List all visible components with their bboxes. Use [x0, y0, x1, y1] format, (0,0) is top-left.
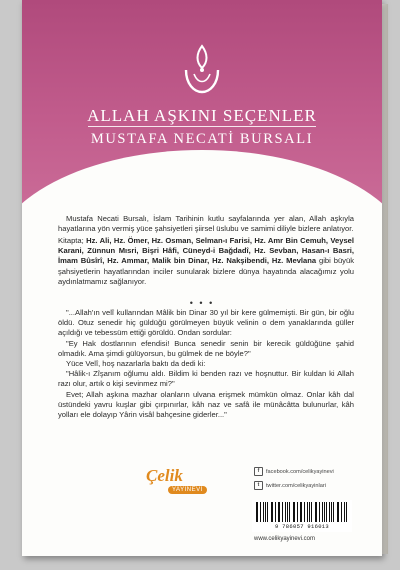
twitter-line	[254, 481, 326, 490]
barcode-bars	[256, 502, 348, 522]
publisher-website: www.celikyayinevi.com	[254, 536, 316, 542]
intro-paragraph: Mustafa Necati Bursalı, İslam Tarihinin kutlu sayfalarında yer alan, Allah aşkıyla hayatlarına yön vermiş yüce şahsiyetleri şiirsel üslubu ve samimi diliyle bizlere anlatıyor.	[58, 214, 354, 234]
excerpt-block	[58, 308, 354, 420]
barcode-bar	[260, 502, 261, 522]
barcode-bar	[267, 502, 268, 522]
barcode-bar	[311, 502, 312, 522]
book-back-cover	[22, 0, 382, 556]
facebook-line	[254, 467, 334, 476]
excerpt-paragraph-4: "Hâlik-ı Zîşanım oğlumu aldı. Bildim ki benden razı ve hoşnuttur. Bir kuldan ki Allah razı olur, artık o kişi sevinmez mi?"	[58, 369, 354, 389]
publisher-logo-name: Çelik	[146, 466, 183, 485]
title-divider	[88, 126, 316, 127]
barcode-bar	[289, 502, 290, 522]
names-tail: gibi büyük şahsiyetlerin hayatlarından inciler sunularak bizlere dünya hayatında alacağımız yolu aydınlatmamız sağlanıyor.	[58, 256, 354, 286]
barcode-bar	[297, 502, 298, 522]
barcode-bar	[341, 502, 342, 522]
facebook-url: facebook.com/celikyayinevi	[266, 468, 334, 475]
barcode-bar	[315, 502, 316, 522]
section-separator: • • •	[189, 298, 215, 308]
barcode-bar	[329, 502, 330, 522]
excerpt-paragraph-2: "Ey Hak dostlarının efendisi! Bunca senedir senin bir kerecik güldüğüne şahid olmadık. Ama şimdi gülüyorsun, bu gülmek de ne böyle?"	[58, 338, 354, 358]
twitter-url: twitter.com/celikyayinlari	[266, 482, 326, 489]
isbn-number: 9 786057 916013	[274, 523, 329, 530]
excerpt-paragraph-3: Yüce Velî, hoş nazarlarla baktı da dedi ki:	[66, 359, 206, 369]
twitter-icon: t	[254, 481, 263, 490]
names-list: Hz. Ali, Hz. Ömer, Hz. Osman, Selman-ı Farisi, Hz. Amr Bin Cemuh, Veysel Karani, Zünnun Mısri, Bişri Hâfi, Cüneyd-i Bağdadî, Hz. Sevban, Hasan-ı Basri, İmam Bûsîrî, Hz. Ammar, Malik bin Dinar, Hz. Nakşibendi, Hz. Mevlana	[58, 236, 354, 266]
barcode-bar	[279, 502, 280, 522]
isbn-barcode	[252, 500, 352, 532]
book-title: ALLAH AŞKINI SEÇENLER	[87, 106, 317, 125]
excerpt-paragraph-1: "...Allah'ın velî kullarından Mâlik bin Dinar 30 yıl bir kere gülmemişti. Bir gün, bir oğlu öldü. Otuz senedir hiç güldüğü görülmeyen büyük velinin o dem yanaklarında güller açıldığı ve tebessüm ettiği görüldü. Ondan sordular:	[58, 308, 354, 338]
calligraphy-emblem-icon	[174, 40, 230, 98]
barcode-bar	[322, 502, 323, 522]
barcode-bar	[333, 502, 334, 522]
barcode-bar	[282, 502, 283, 522]
names-paragraph	[58, 236, 354, 287]
book-spine-edge	[382, 4, 388, 554]
facebook-icon: f	[254, 467, 263, 476]
book-author: MUSTAFA NECATİ BURSALI	[90, 131, 314, 147]
excerpt-paragraph-5: Evet; Allah aşkına mazhar olanların ulvana erişmek mümkün olmaz. Onlar kâh dal üstündeki yavru kuşlar gibi çırpınırlar, kâh naz ve safâ ile münâcâtta bulunurlar, kâh yolları ele dolayıp Yârin visâl bahçesine giderler..."	[58, 389, 354, 420]
barcode-bar	[272, 502, 273, 522]
names-lead: Kitapta;	[58, 236, 87, 245]
barcode-bar	[301, 502, 302, 522]
publisher-logo-sub: YAYINEVİ	[168, 486, 207, 494]
